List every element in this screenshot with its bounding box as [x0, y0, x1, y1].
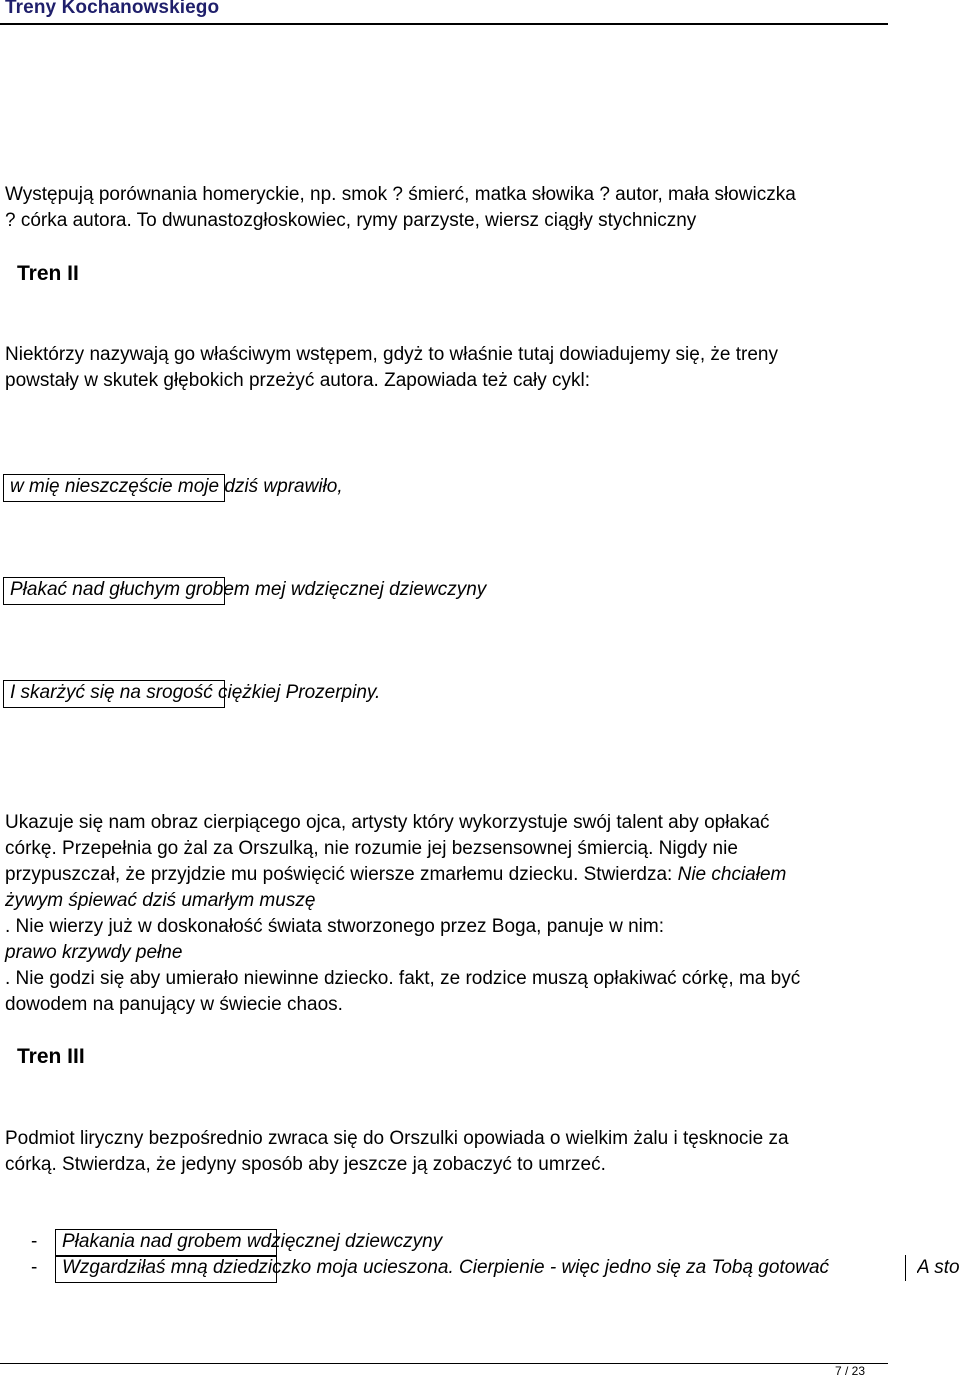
paragraph-line — [5, 862, 955, 888]
paragraph-line: córką. Stwierdza, że jedyny sposób aby jeszcze ją zobaczyć to umrzeć. — [5, 1154, 606, 1175]
italic-quote: Nie chciałem — [677, 864, 787, 885]
paragraph-line: Niektórzy nazywają go właściwym wstępem, gdyż to właśnie tutaj dowiadujemy się, że treny — [5, 344, 778, 365]
list-bullet: - — [31, 1257, 38, 1278]
paragraph-text: przypuszczał, że przyjdzie mu poświęcić wiersze zmarłemu dziecku. Stwierdza: — [5, 864, 678, 885]
list-item-continuation: A sto — [917, 1257, 960, 1278]
paragraph-line: Występują porównania homeryckie, np. smok ? śmierć, matka słowika ? autor, mała słowiczka — [5, 184, 796, 205]
paragraph-line: ? córka autora. To dwunastozgłoskowiec, rymy parzyste, wiersz ciągły stychniczny — [5, 210, 697, 231]
paragraph-line: Ukazuje się nam obraz cierpiącego ojca, artysty który wykorzystuje swój talent aby opłakać — [5, 812, 770, 833]
quote-line: w mię nieszczęście moje dziś wprawiło, — [10, 476, 343, 497]
list-bullet: - — [31, 1231, 38, 1252]
paragraph-line: dowodem na panujący w świecie chaos. — [5, 994, 343, 1015]
list-item: Płakania nad grobem wdzięcznej dziewczyny — [62, 1231, 443, 1252]
paragraph-line: . Nie wierzy już w doskonałość świata stworzonego przez Boga, panuje w nim: — [5, 916, 664, 937]
footer-divider — [0, 1363, 888, 1364]
paragraph-line: . Nie godzi się aby umierało niewinne dziecko. fakt, ze rodzice muszą opłakiwać córkę, ma być — [5, 968, 801, 989]
paragraph-line: córkę. Przepełnia go żal za Orszulką, nie rozumie jej bezsensownej śmiercią. Nigdy nie — [5, 838, 738, 859]
quote-line: Płakać nad głuchym grobem mej wdzięcznej dziewczyny — [10, 579, 487, 600]
paragraph-line: powstały w skutek głębokich przeżyć autora. Zapowiada też cały cykl: — [5, 370, 591, 391]
document-title: Treny Kochanowskiego — [5, 0, 220, 18]
list-item: Wzgardziłaś mną dziedziczko moja ucieszona. Cierpienie - więc jedno się za Tobą gotować — [62, 1257, 830, 1278]
paragraph-line: Podmiot liryczny bezpośrednio zwraca się do Orszulki opowiada o wielkim żalu i tęsknocie za — [5, 1128, 789, 1149]
separator-bar — [905, 1255, 906, 1281]
quote-line: I skarżyć się na srogość ciężkiej Prozerpiny. — [10, 682, 381, 703]
italic-quote: prawo krzywdy pełne — [5, 942, 183, 963]
section-heading-tren-3: Tren III — [17, 1045, 85, 1068]
section-heading-tren-2: Tren II — [17, 262, 79, 285]
page-number: 7 / 23 — [834, 1364, 866, 1378]
italic-quote: żywym śpiewać dziś umarłym muszę — [5, 890, 316, 911]
header-divider — [0, 23, 888, 25]
